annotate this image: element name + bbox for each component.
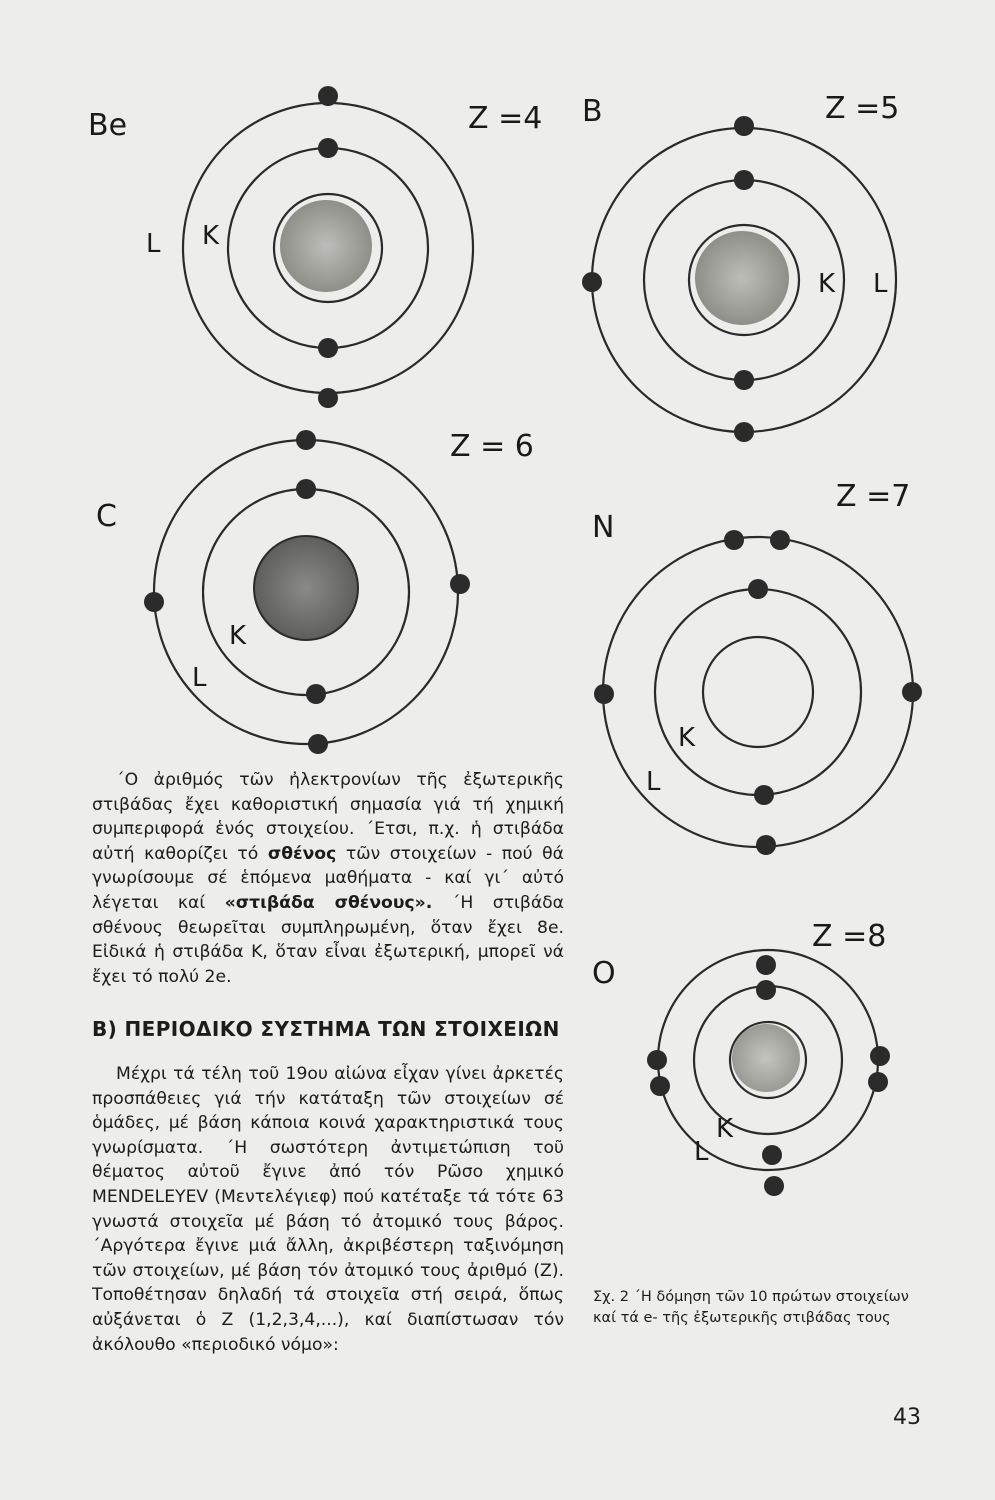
electron (318, 388, 338, 408)
atom-o (560, 910, 980, 1220)
electron (762, 1145, 782, 1165)
atom-c (96, 429, 534, 754)
shell-k-label: K (229, 621, 247, 651)
page-number: 43 (893, 1405, 921, 1430)
atomic-number-label: Z =8 (812, 919, 887, 954)
electron (734, 422, 754, 442)
atom-symbol: Be (88, 108, 128, 143)
shell-k-orbit (655, 589, 861, 795)
electron (306, 684, 326, 704)
nucleus (254, 536, 358, 640)
figure-caption: Σχ. 2 ΄Η δόμηση τῶν 10 πρώτων στοιχείων καί τά e- τῆς ἐξωτερικῆς στιβάδας τους (593, 1289, 909, 1326)
shell-k-label: K (716, 1114, 734, 1144)
atom-symbol: C (96, 499, 117, 534)
electron (734, 370, 754, 390)
electron (318, 138, 338, 158)
nucleus (280, 200, 372, 292)
shell-l-label: L (694, 1137, 709, 1167)
electron (734, 116, 754, 136)
electron (756, 980, 776, 1000)
electron (748, 579, 768, 599)
electron (734, 170, 754, 190)
atom-b (582, 91, 899, 442)
atom-symbol: O (592, 956, 616, 991)
electron (318, 86, 338, 106)
shell-k-label: K (202, 221, 220, 251)
electron (754, 785, 774, 805)
paragraph-text: ΄Η στιβάδα σθένους θεωρεῖται συμπληρωμένη, ὅταν ἔχει 8e. Εἰδικά ἡ στιβάδα Κ, ὅταν εἶναι ἐξωτερική, μπορεῖ νά ἔχει τό πολύ 2e. (92, 892, 564, 987)
electron (296, 479, 316, 499)
electron (296, 430, 316, 450)
atom-be (88, 86, 542, 408)
electron (870, 1046, 890, 1066)
electron (647, 1050, 667, 1070)
electron (756, 835, 776, 855)
electron (868, 1072, 888, 1092)
atom-symbol: N (592, 510, 615, 545)
shell-l-label: L (646, 767, 661, 797)
electron (650, 1076, 670, 1096)
electron (724, 530, 744, 550)
electron (770, 530, 790, 550)
electron (144, 592, 164, 612)
valence-shell-paragraph (92, 768, 564, 989)
electron (582, 272, 602, 292)
atomic-number-label: Z =5 (825, 91, 900, 126)
shell-l-label: L (873, 269, 888, 299)
shell-l-label: L (192, 663, 207, 693)
section-heading: Β) ΠΕΡΙΟΔΙΚΟ ΣΥΣΤΗΜΑ ΤΩΝ ΣΤΟΙΧΕΙΩΝ (92, 1017, 560, 1041)
atomic-number-label: Z = 6 (450, 429, 534, 464)
atom-n (592, 479, 922, 855)
shell-k-label: K (818, 269, 836, 299)
shell-k-label: K (678, 723, 696, 753)
inner-orbit (703, 637, 813, 747)
electron (308, 734, 328, 754)
atomic-number-label: Z =7 (836, 479, 911, 514)
periodic-table-paragraph: Μέχρι τά τέλη τοῦ 19ου αἰώνα εἶχαν γίνει ἀρκετές προσπάθειες γιά τήν κατάταξη τῶν στοιχείων σέ ὁμάδες, μέ βάση κάποια κοινά χαρακτηριστικά τους γνωρίσματα. ΄Η σωστότερη ἀντιμετώπιση τοῦ θέματος αὐτοῦ ἔγινε ἀπό τόν Ρῶσο χημικό MENDELEYEV (Μεντελέγιεφ) πού κατέταξε τά τότε 63 γνωστά στοιχεῖα μέ βάση τό ἀτομικό τους βάρος. ΄Αργότερα ἔγινε μιά ἄλλη, ἀκριβέστερη ταξινόμηση τῶν στοιχείων, μέ βάση τόν ἀτομικό τους ἀριθμό (Ζ). Τοποθέτησαν δηλαδή τά στοιχεῖα στή σειρά, ὅπως αὐξάνεται ὁ Ζ (1,2,3,4,...), καί διαπίστωσαν τόν ἀκόλουθο «περιοδικό νόμο»: (92, 1064, 564, 1355)
electron (902, 682, 922, 702)
term-valence-shell: «στιβάδα σθένους». (224, 892, 433, 913)
term-valence: σθένος (267, 843, 337, 864)
paragraph-text: ΄Ο ἀριθμός τῶν ἠλεκτρονίων τῆς ἐξωτερικῆς στιβάδας ἔχει καθοριστική σημασία γιά τή χημική συμπεριφορά ἑνός στοιχείου. ΄Ετσι, π.χ. ἡ στιβάδα αὐτή καθορίζει τό (92, 770, 564, 864)
nucleus (732, 1024, 800, 1092)
electron (450, 574, 470, 594)
paragraph-text: τῶν στοιχείων - πού θά γνωρίσουμε σέ ἑπόμενα μαθήματα - καί γι΄ αὐτό λέγεται καί (92, 843, 564, 913)
electron (594, 684, 614, 704)
atomic-number-label: Z =4 (468, 101, 543, 136)
electron (756, 955, 776, 975)
nucleus (695, 231, 789, 325)
electron (318, 338, 338, 358)
electron (764, 1176, 784, 1196)
atom-symbol: B (582, 94, 603, 129)
shell-l-label: L (146, 229, 161, 259)
